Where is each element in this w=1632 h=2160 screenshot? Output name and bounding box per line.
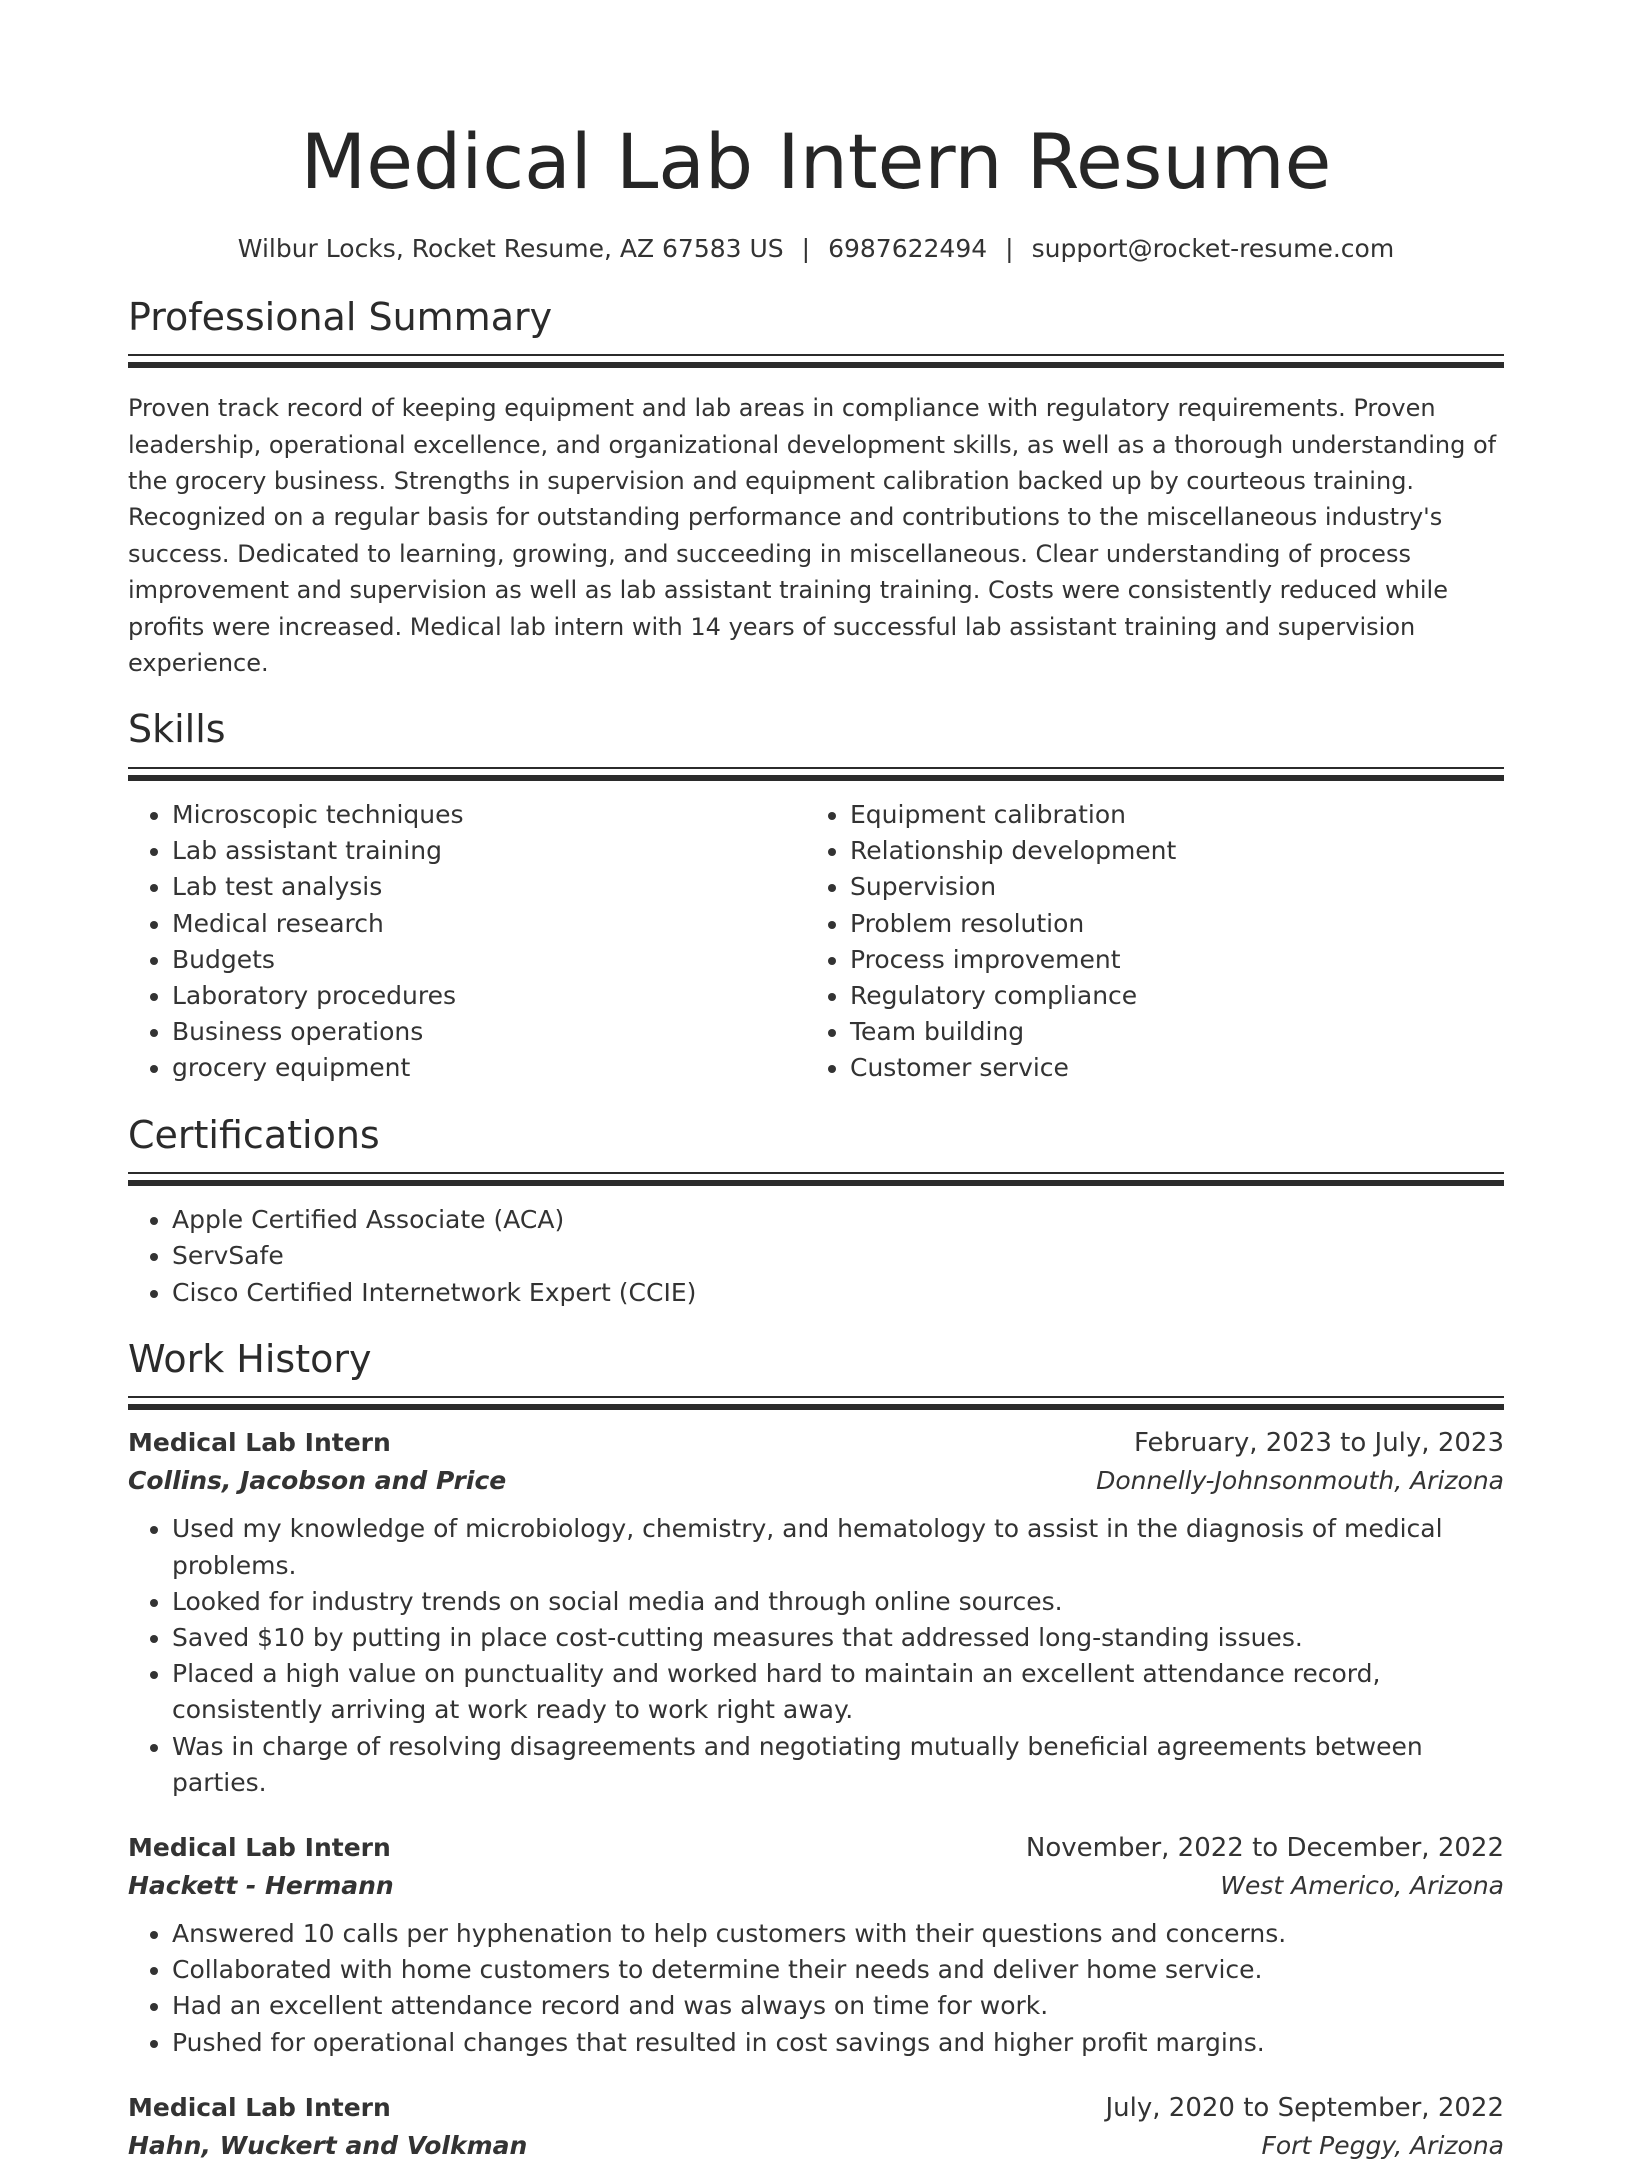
certification-item: • ServSafe	[172, 1238, 1504, 1274]
job-title: Medical Lab Intern	[128, 1833, 391, 1863]
work-history-heading: Work History	[128, 1336, 372, 1381]
skill-item: • Process improvement	[850, 942, 1484, 978]
skill-item: • Team building	[850, 1014, 1484, 1050]
summary-heading: Professional Summary	[128, 294, 553, 339]
skill-item: • Equipment calibration	[850, 797, 1484, 833]
contact-line	[128, 234, 1504, 263]
job-location: Donnelly-Johnsonmouth, Arizona	[1096, 1466, 1504, 1496]
work-history-section	[128, 1337, 1504, 2160]
job-entry	[128, 2093, 1504, 2160]
section-divider	[128, 354, 1504, 356]
skill-item: • Problem resolution	[850, 906, 1484, 942]
job-bullet: • Pushed for operational changes that resulted in cost savings and higher profit margins.	[172, 2025, 1504, 2061]
skills-column-right	[806, 797, 1484, 1087]
section-divider	[128, 1396, 1504, 1398]
certification-item: • Cisco Certified Internetwork Expert (CCIE)	[172, 1275, 1504, 1311]
job-bullet: • Collaborated with home customers to determine their needs and deliver home service.	[172, 1952, 1504, 1988]
skill-item: • Customer service	[850, 1050, 1484, 1086]
contact-separator: |	[1005, 233, 1014, 263]
skills-heading: Skills	[128, 707, 226, 752]
contact-phone: 6987622494	[828, 233, 988, 263]
skill-item: • Budgets	[172, 942, 806, 978]
job-bullet: • Had an excellent attendance record and was always on time for work.	[172, 1988, 1504, 2024]
job-dates: July, 2020 to September, 2022	[1105, 2092, 1504, 2123]
job-company: Hahn, Wuckert and Volkman	[128, 2130, 528, 2160]
resume-title: Medical Lab Intern Resume	[300, 117, 1332, 206]
job-bullet: • Answered 10 calls per hyphenation to help customers with their questions and concerns.	[172, 1916, 1504, 1952]
skill-item: • grocery equipment	[172, 1050, 806, 1086]
job-dates: November, 2022 to December, 2022	[1025, 1833, 1504, 1864]
certification-item: • Apple Certified Associate (ACA)	[172, 1202, 1504, 1238]
skills-column-left	[128, 797, 806, 1087]
skill-item: • Medical research	[172, 906, 806, 942]
job-title: Medical Lab Intern	[128, 1428, 391, 1458]
certifications-heading: Certifications	[128, 1112, 380, 1157]
job-bullet: • Placed a high value on punctuality and worked hard to maintain an excellent attendance record, consistently arriving at work ready to work right away.	[172, 1656, 1504, 1728]
job-bullet: • Used my knowledge of microbiology, chemistry, and hematology to assist in the diagnosis of medical problems.	[172, 1511, 1504, 1583]
job-bullet: • Was in charge of resolving disagreements and negotiating mutually beneficial agreements between parties.	[172, 1729, 1504, 1801]
contact-email: support@rocket-resume.com	[1031, 233, 1395, 263]
skill-item: • Business operations	[172, 1014, 806, 1050]
skill-item: • Microscopic techniques	[172, 797, 806, 833]
job-bullet: • Looked for industry trends on social media and through online sources.	[172, 1584, 1504, 1620]
contact-separator: |	[801, 233, 811, 263]
job-title: Medical Lab Intern	[128, 2092, 391, 2122]
summary-text: Proven track record of keeping equipment and lab areas in compliance with regulatory requirements. Proven leadership, operational excellence, and organizational development skills, as well as a thorough understanding of the grocery business. Strengths in supervision and equipment calibration backed up by courteous training. Recognized on a regular basis for outstanding performance and contributions to the miscellaneous industry's success. Dedicated to learning, growing, and succeeding in miscellaneous. Clear understanding of process improvement and supervision as well as lab assistant training training. Costs were consistently reduced while profits were increased. Medical lab intern with 14 years of successful lab assistant training and supervision experience.	[128, 394, 1497, 678]
section-divider-bold	[128, 362, 1504, 368]
job-location: West Americo, Arizona	[1220, 1871, 1504, 1901]
skills-columns	[128, 797, 1504, 1087]
skill-item: • Lab test analysis	[172, 869, 806, 905]
job-dates: February, 2023 to July, 2023	[1134, 1428, 1504, 1459]
certifications-section	[128, 1113, 1504, 1311]
section-divider-bold	[128, 775, 1504, 781]
job-location: Fort Peggy, Arizona	[1261, 2130, 1504, 2160]
section-divider	[128, 1172, 1504, 1174]
resume-page	[128, 0, 1504, 2160]
section-divider	[128, 767, 1504, 769]
section-divider-bold	[128, 1404, 1504, 1410]
skill-item: • Supervision	[850, 869, 1484, 905]
job-company: Collins, Jacobson and Price	[128, 1466, 507, 1496]
skill-item: • Laboratory procedures	[172, 978, 806, 1014]
skill-item: • Relationship development	[850, 833, 1484, 869]
job-company: Hackett - Hermann	[128, 1871, 394, 1901]
contact-address: Wilbur Locks, Rocket Resume, AZ 67583 US	[237, 233, 784, 263]
skill-item: • Lab assistant training	[172, 833, 806, 869]
skills-section	[128, 707, 1504, 1086]
summary-section	[128, 295, 1504, 682]
skill-item: • Regulatory compliance	[850, 978, 1484, 1014]
job-entry	[128, 1833, 1504, 2061]
section-divider-bold	[128, 1180, 1504, 1186]
job-entry	[128, 1428, 1504, 1801]
job-bullet: • Saved $10 by putting in place cost-cutting measures that addressed long-standing issues.	[172, 1620, 1504, 1656]
